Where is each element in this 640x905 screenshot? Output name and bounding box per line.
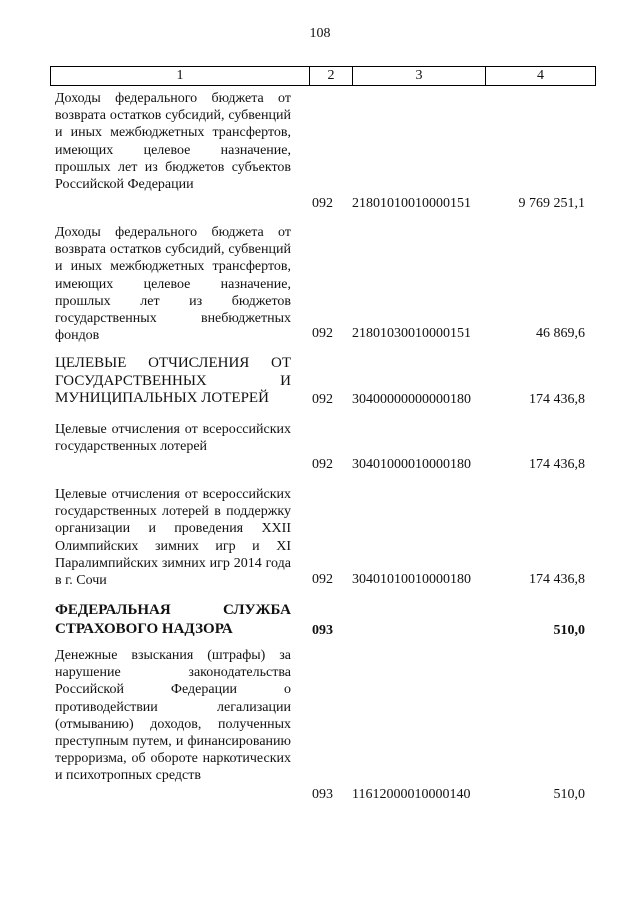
table-row [0,486,640,588]
table-row [0,601,640,639]
row-amount: 174 436,8 [529,392,585,407]
row-name: Денежные взыскания (штрафы) за нарушение законодательства Российской Федерации о противодействии легализации (отмыванию) доходов, полученных преступным путем, и финансированию терроризма, об обороте наркотических и психотропных средств [55,648,291,784]
row-name: Целевые отчисления от всероссийских государственных лотерей в поддержку организации и проведения XXII Олимпийских зимних игр и XI Паралимпийских зимних игр 2014 года в г. Сочи [55,487,291,589]
row-kbk: 30400000000000180 [352,392,471,407]
row-code: 092 [312,572,333,587]
row-kbk: 30401010010000180 [352,572,471,587]
row-name: Доходы федерального бюджета от возврата остатков субсидий, субвенций и иных межбюджетных трансфертов, имеющих целевое назначение, прошлых лет из бюджетов субъектов Российской Федерации [55,91,291,193]
table-row [0,647,640,803]
column-header-4: 4 [485,67,595,85]
row-name: ЦЕЛЕВЫЕ ОТЧИСЛЕНИЯ ОТ ГОСУДАРСТВЕННЫХ И МУНИЦИПАЛЬНЫХ ЛОТЕРЕЙ [55,355,291,406]
row-name: Целевые отчисления от всероссийских государственных лотерей [55,422,291,455]
section-title: ФЕДЕРАЛЬНАЯ СЛУЖБА СТРАХОВОГО НАДЗОРА [55,602,291,637]
row-amount: 510,0 [553,787,585,802]
row-amount: 9 769 251,1 [518,196,585,211]
column-header-1: 1 [176,68,184,83]
row-amount: 510,0 [553,623,585,638]
table-row [0,421,640,473]
row-code: 092 [312,196,333,211]
row-kbk: 30401000010000180 [352,457,471,472]
row-name: Доходы федерального бюджета от возврата остатков субсидий, субвенций и иных межбюджетных трансфертов, имеющих целевое назначение, прошлых лет из бюджетов государственных внебюджетных фондов [55,225,291,344]
table-row [0,224,640,342]
row-code: 092 [312,392,333,407]
row-amount: 46 869,6 [536,326,585,341]
row-code: 092 [312,457,333,472]
table-row [0,90,640,212]
row-kbk: 21801030010000151 [352,326,471,341]
row-kbk: 11612000010000140 [352,787,471,802]
table-header [50,66,596,86]
page-number: 108 [309,26,331,41]
column-header-3: 3 [352,67,485,85]
row-amount: 174 436,8 [529,457,585,472]
row-kbk: 21801010010000151 [352,196,471,211]
row-code: 092 [312,326,333,341]
row-code: 093 [312,787,333,802]
row-amount: 174 436,8 [529,572,585,587]
table-row [0,355,640,408]
column-header-2: 2 [309,67,352,85]
row-code: 093 [312,623,333,638]
